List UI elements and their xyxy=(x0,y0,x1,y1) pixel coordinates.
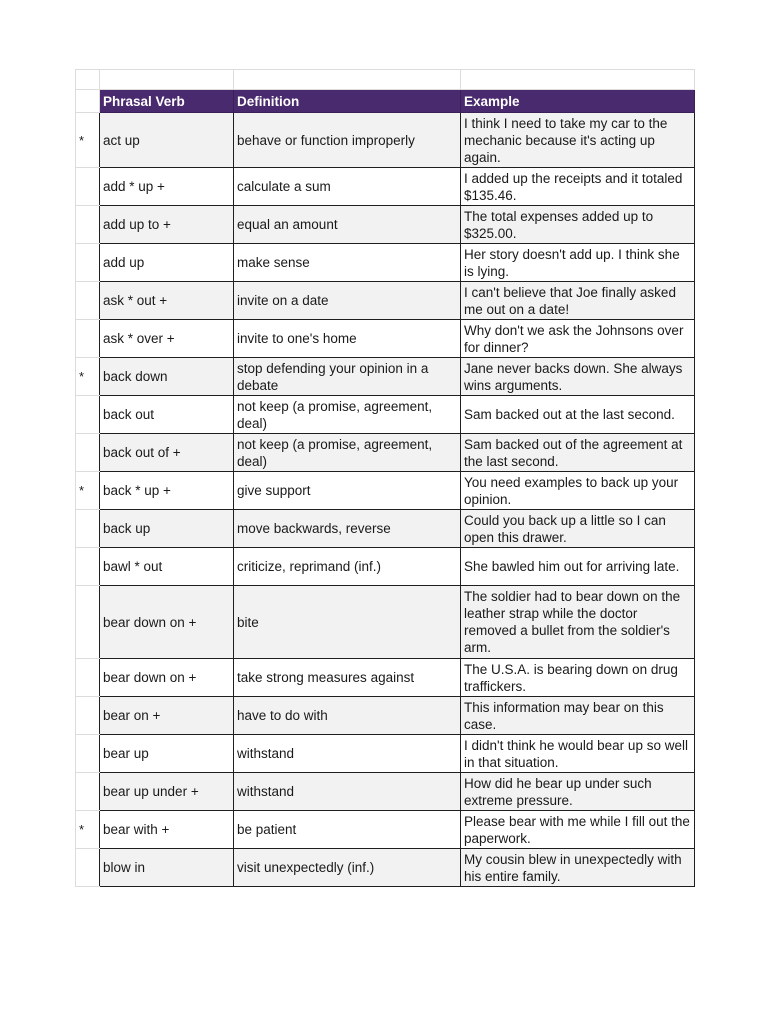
row-marker xyxy=(76,586,100,659)
table-row xyxy=(76,244,695,282)
header-mark-cell xyxy=(76,90,100,113)
example-cell: Sam backed out at the last second. xyxy=(461,396,695,434)
table-row xyxy=(76,282,695,320)
example-cell: Sam backed out of the agreement at the last second. xyxy=(461,434,695,472)
definition-cell: invite on a date xyxy=(234,282,461,320)
example-cell: Jane never backs down. She always wins arguments. xyxy=(461,358,695,396)
row-marker xyxy=(76,735,100,773)
row-marker xyxy=(76,697,100,735)
definition-cell: withstand xyxy=(234,735,461,773)
empty-cell xyxy=(76,70,100,90)
definition-cell: equal an amount xyxy=(234,206,461,244)
table-row xyxy=(76,586,695,659)
definition-cell: invite to one's home xyxy=(234,320,461,358)
definition-cell: not keep (a promise, agreement, deal) xyxy=(234,396,461,434)
table-row xyxy=(76,358,695,396)
phrasal-verb-cell: bawl * out xyxy=(100,548,234,586)
row-marker xyxy=(76,244,100,282)
phrasal-verb-cell: bear down on + xyxy=(100,659,234,697)
row-marker xyxy=(76,659,100,697)
example-cell: The total expenses added up to $325.00. xyxy=(461,206,695,244)
table-row xyxy=(76,320,695,358)
table-row xyxy=(76,472,695,510)
header-definition: Definition xyxy=(234,90,461,113)
empty-cell xyxy=(100,70,234,90)
table-row xyxy=(76,113,695,168)
definition-cell: withstand xyxy=(234,773,461,811)
definition-cell: behave or function improperly xyxy=(234,113,461,168)
example-cell: My cousin blew in unexpectedly with his entire family. xyxy=(461,849,695,887)
definition-cell: not keep (a promise, agreement, deal) xyxy=(234,434,461,472)
definition-cell: criticize, reprimand (inf.) xyxy=(234,548,461,586)
definition-cell: calculate a sum xyxy=(234,168,461,206)
phrasal-verb-cell: add up to + xyxy=(100,206,234,244)
phrasal-verb-cell: act up xyxy=(100,113,234,168)
definition-cell: be patient xyxy=(234,811,461,849)
example-cell: Why don't we ask the Johnsons over for dinner? xyxy=(461,320,695,358)
example-cell: Could you back up a little so I can open this drawer. xyxy=(461,510,695,548)
definition-cell: give support xyxy=(234,472,461,510)
row-marker: * xyxy=(76,811,100,849)
table-row xyxy=(76,849,695,887)
example-cell: The U.S.A. is bearing down on drug traffickers. xyxy=(461,659,695,697)
table-row xyxy=(76,811,695,849)
phrasal-verb-cell: bear up under + xyxy=(100,773,234,811)
empty-cell xyxy=(461,70,695,90)
example-cell: I think I need to take my car to the mechanic because it's acting up again. xyxy=(461,113,695,168)
phrasal-verb-cell: ask * out + xyxy=(100,282,234,320)
example-cell: I didn't think he would bear up so well in that situation. xyxy=(461,735,695,773)
phrasal-verb-cell: bear down on + xyxy=(100,586,234,659)
example-cell: This information may bear on this case. xyxy=(461,697,695,735)
table-row xyxy=(76,510,695,548)
header-phrasal-verb: Phrasal Verb xyxy=(100,90,234,113)
row-marker xyxy=(76,849,100,887)
row-marker xyxy=(76,282,100,320)
row-marker xyxy=(76,548,100,586)
row-marker xyxy=(76,168,100,206)
table-row xyxy=(76,773,695,811)
empty-cell xyxy=(234,70,461,90)
row-marker xyxy=(76,773,100,811)
table-row xyxy=(76,697,695,735)
table-row xyxy=(76,206,695,244)
table-row xyxy=(76,168,695,206)
header-example: Example xyxy=(461,90,695,113)
phrasal-verb-cell: bear with + xyxy=(100,811,234,849)
row-marker: * xyxy=(76,113,100,168)
table-row xyxy=(76,735,695,773)
phrasal-verb-cell: ask * over + xyxy=(100,320,234,358)
table-header-row xyxy=(76,90,695,113)
row-marker xyxy=(76,510,100,548)
phrasal-verb-cell: back * up + xyxy=(100,472,234,510)
row-marker: * xyxy=(76,472,100,510)
row-marker: * xyxy=(76,358,100,396)
phrasal-verb-cell: back out of + xyxy=(100,434,234,472)
table-row xyxy=(76,548,695,586)
phrasal-verb-cell: add * up + xyxy=(100,168,234,206)
example-cell: I can't believe that Joe finally asked me out on a date! xyxy=(461,282,695,320)
phrasal-verb-cell: back down xyxy=(100,358,234,396)
row-marker xyxy=(76,206,100,244)
phrasal-verb-cell: back up xyxy=(100,510,234,548)
definition-cell: make sense xyxy=(234,244,461,282)
definition-cell: bite xyxy=(234,586,461,659)
definition-cell: have to do with xyxy=(234,697,461,735)
definition-cell: move backwards, reverse xyxy=(234,510,461,548)
example-cell: You need examples to back up your opinion. xyxy=(461,472,695,510)
phrasal-verb-cell: bear on + xyxy=(100,697,234,735)
definition-cell: visit unexpectedly (inf.) xyxy=(234,849,461,887)
empty-spacer-row xyxy=(76,70,695,90)
example-cell: How did he bear up under such extreme pressure. xyxy=(461,773,695,811)
phrasal-verb-cell: add up xyxy=(100,244,234,282)
row-marker xyxy=(76,320,100,358)
phrasal-verb-table xyxy=(75,69,695,887)
table-row xyxy=(76,396,695,434)
example-cell: The soldier had to bear down on the leather strap while the doctor removed a bullet from the soldier's arm. xyxy=(461,586,695,659)
phrasal-verb-cell: back out xyxy=(100,396,234,434)
row-marker xyxy=(76,396,100,434)
table-row xyxy=(76,659,695,697)
example-cell: Her story doesn't add up. I think she is lying. xyxy=(461,244,695,282)
example-cell: Please bear with me while I fill out the paperwork. xyxy=(461,811,695,849)
example-cell: I added up the receipts and it totaled $135.46. xyxy=(461,168,695,206)
example-cell: She bawled him out for arriving late. xyxy=(461,548,695,586)
definition-cell: take strong measures against xyxy=(234,659,461,697)
table-row xyxy=(76,434,695,472)
row-marker xyxy=(76,434,100,472)
phrasal-verb-cell: bear up xyxy=(100,735,234,773)
phrasal-verb-cell: blow in xyxy=(100,849,234,887)
definition-cell: stop defending your opinion in a debate xyxy=(234,358,461,396)
